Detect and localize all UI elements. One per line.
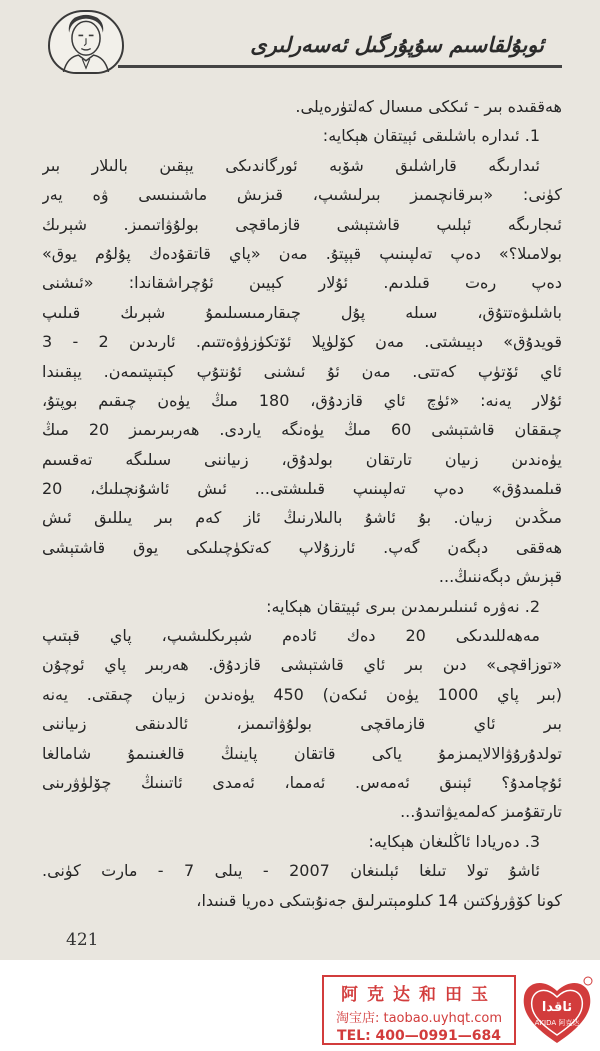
- text-line: «توزاقچى» دىن بىر ئاي قاشتېشى قازدۇق. ھەربىر پاي ئوچۇن: [42, 655, 562, 675]
- text-line: ئاشۇ تولا تىلغا ئېلىنغان 2007 - يىلى 7 - مارت كۈنى.: [42, 861, 541, 881]
- logo-text: ئاقدا: [541, 1000, 573, 1015]
- page-header: [48, 10, 568, 74]
- text-line: قېزىش دېگەننىڭ...: [438, 567, 562, 587]
- header-rule: [118, 32, 562, 68]
- text-line: 1. ئىدارە باشلىقى ئېيتقان ھېكايە:: [322, 126, 540, 146]
- text-line: قويدۇق» دېيىشتى. مەن كۆلۈپلا ئۆتكۈزۈۋەتتىم. ئارىدىن 2 - 3: [42, 332, 562, 352]
- text-line: ھەققىدە بىر - ئىككى مىسال كەلتۈرەيلى.: [295, 97, 562, 116]
- text-line: چىققان قاشتېشى 60 مىڭ يۈەنگە ياردى. ھەربىرىمىز 20 مىڭ: [42, 420, 562, 440]
- watermark-store-line: 淘宝店: taobao.uyhqt.com: [335, 1011, 503, 1026]
- text-line: بولامىلا؟» دەپ تەلپىنىپ قېپتۇ. مەن «پاي قاتقۇدەك پۇلۇم يوق»: [42, 243, 562, 263]
- text-line: 2. نەۋرە ئىنىلىرىمدىن بىرى ئېيتقان ھېكايە:: [266, 596, 540, 616]
- text-line: يۈەندىن زىيان تارتقان بولدۇق، زىياننى سىلىگە تەقسىم: [42, 449, 562, 469]
- text-line: قىلمىدۇق» دەپ تەلپىنىپ قىلىشتى... ئىش ئاشۇنچىلىك، 20: [42, 479, 562, 499]
- heart-logo-icon: [520, 975, 594, 1047]
- book-title: ئوبۇلقاسىم سۇپۇرگىل ئەسەرلىرى: [250, 32, 544, 57]
- text-line: ئۇچامدۇ؟ ئېنىق ئەمەس. ئەمما، ئەمدى ئاتىنىڭ چۆلۈۋرىنى: [42, 772, 562, 792]
- author-portrait: [48, 10, 124, 74]
- text-line: ئۇلار يەنە: «ئۈچ ئاي قازدۇق، 180 مىڭ يۈەن چىقىم بوپتۇ،: [42, 390, 562, 410]
- body-text: [42, 92, 562, 915]
- text-line: 3. دەريادا ئاڭلىغان ھېكايە:: [368, 831, 540, 851]
- logo-caption: AKIDA 阿克达: [534, 1019, 580, 1027]
- text-line: باشلىۋەتتۇق، سىلە پۇل چىقارمىسىلىمۇ شېرىك قىلىپ: [42, 302, 562, 322]
- text-line: مەھەللىدىكى 20 دەك ئادەم شېرىكلىشىپ، پاي قېتىپ: [42, 626, 540, 646]
- text-line: (بىر پاي 1000 يۈەن ئىكەن) 450 يۈەندىن زىيان چىقتى. يەنە: [42, 684, 562, 704]
- text-line: تولدۇرۇۋالالايمىزمۇ ياكى قاتقان پاينىڭ قالغىنىمۇ شامالغا: [42, 743, 562, 763]
- text-line: ئاي ئۆتۈپ كەتتى. مەن ئۇ ئىشنى ئۇنتۇپ كېتىپتىمەن. يېقىندا: [42, 361, 562, 381]
- text-line: ئىدارىگە قاراشلىق شۆبە ئورگاندىكى يېقىن بالىلار بىر: [42, 155, 540, 175]
- page-number: 421: [66, 930, 99, 950]
- text-line: ئىجارىگە ئېلىپ قاشتېشى قازماقچى بولۇۋاتىمىز. شېرىك: [42, 214, 562, 234]
- shop-watermark: [322, 975, 594, 1047]
- text-line: ھەققى دېگەن گەپ. ئارزۇلاپ كەتكۈچىلىكى يوق قاشتېشى: [42, 537, 562, 557]
- text-line: بىر ئاي قازماقچى بولۇۋاتىمىز، ئالدىنقى زىياننى: [42, 714, 562, 734]
- watermark-box: [322, 975, 516, 1045]
- portrait-sketch-icon: [50, 12, 122, 72]
- text-line: مىڭدىن زىيان. بۇ ئاشۇ بالىلارنىڭ ئاز كەم بىر يىللىق ئىش: [42, 508, 562, 528]
- text-line: كۈنى: «بىرقانچىمىز بىرلىشىپ، قىزىش ماشىنىسى ۋە يەر: [42, 185, 562, 205]
- text-line: دەپ رەت قىلدىم. ئۇلار كېيىن ئۇچراشقاندا: «ئىشنى: [42, 273, 562, 293]
- text-line: تارتقۇمىز كەلمەيۋاتىدۇ...: [400, 802, 562, 822]
- watermark-shop-name: 阿克达和田玉: [341, 985, 497, 1005]
- watermark-phone-line: TEL: 400—0991—684: [337, 1028, 501, 1044]
- text-line: كونا كۆۋرۈكتىن 14 كىلومېتىرلىق جەنۇبتىكى دەريا قىنىدا،: [196, 890, 562, 910]
- watermark-logo: [520, 975, 594, 1047]
